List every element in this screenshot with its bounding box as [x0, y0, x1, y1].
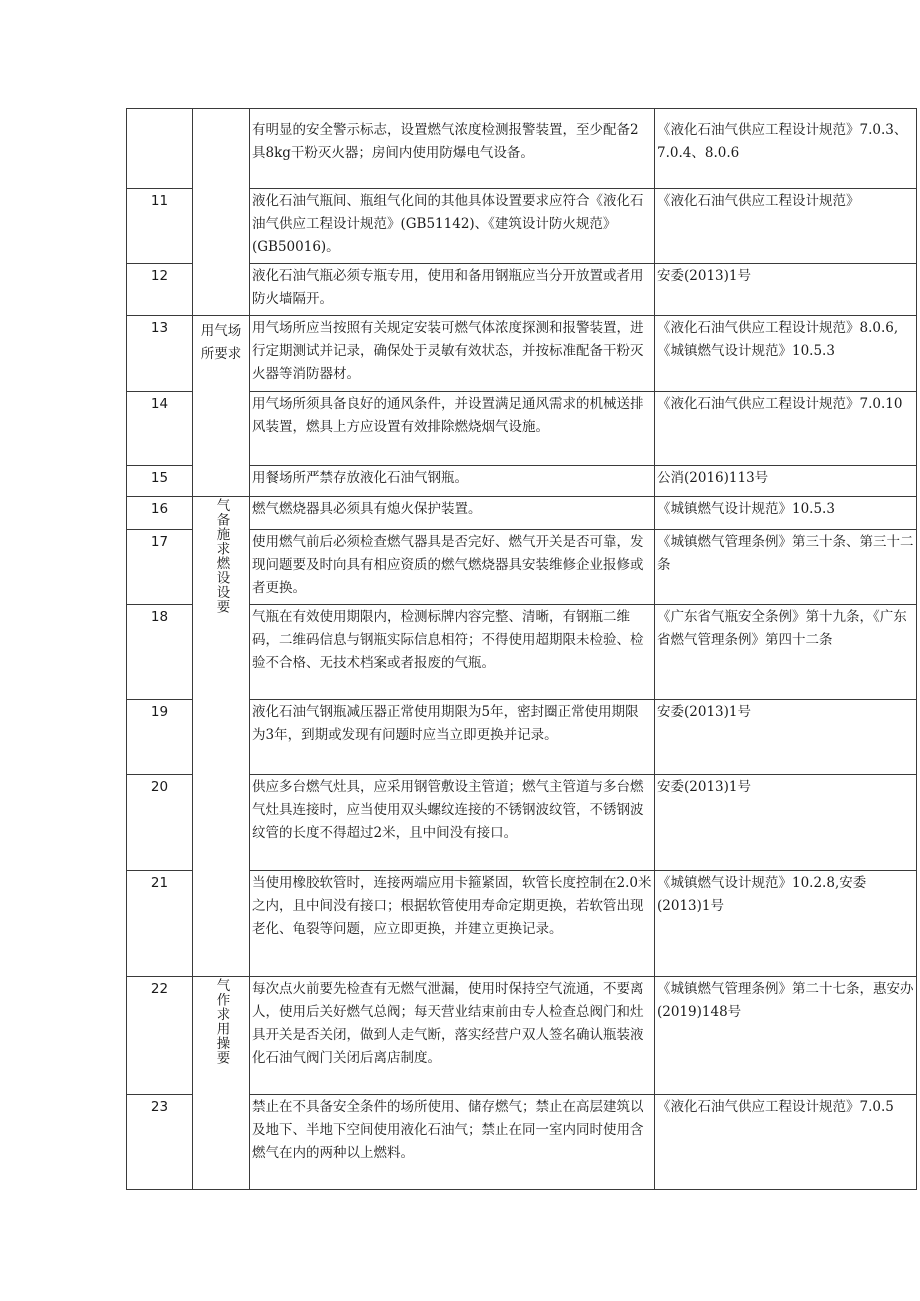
row-number: 19	[127, 700, 193, 775]
reference-text: 《城镇燃气设计规范》10.2.8,安委(2013)1号	[655, 871, 917, 977]
requirement-text: 液化石油气钢瓶减压器正常使用期限为5年，密封圈正常使用期限为3年，到期或发现有问题时应当立即更换并记录。	[250, 700, 655, 775]
reference-text: 《液化石油气供应工程设计规范》7.0.10	[655, 392, 917, 466]
category-cell-continued	[193, 109, 250, 316]
requirement-text: 液化石油气瓶必须专瓶专用，使用和备用钢瓶应当分开放置或者用防火墙隔开。	[250, 264, 655, 316]
row-number: 18	[127, 605, 193, 700]
reference-text	[655, 109, 917, 189]
table-row	[127, 316, 917, 392]
requirement-text: 用气场所须具备良好的通风条件，并设置满足通风需求的机械送排风装置，燃具上方应设置有效排除燃烧烟气设施。	[250, 392, 655, 466]
table-row	[127, 497, 917, 530]
reference-text: 《液化石油气供应工程设计规范》7.0.5	[655, 1095, 917, 1190]
reference-text: 安委(2013)1号	[655, 775, 917, 871]
reference-text: 公消(2016)113号	[655, 466, 917, 497]
category-facility-label: 气备施求燃设设要	[213, 498, 230, 614]
row-number: 12	[127, 264, 193, 316]
reference-text: 安委(2013)1号	[655, 264, 917, 316]
requirement-text: 气瓶在有效使用期限内，检测标牌内容完整、清晰，有钢瓶二维码，二维码信息与钢瓶实际信息相符；不得使用超期限未检验、检验不合格、无技术档案或者报废的气瓶。	[250, 605, 655, 700]
row-number: 11	[127, 189, 193, 264]
reference-text: 《液化石油气供应工程设计规范》	[655, 189, 917, 264]
requirement-text: 供应多台燃气灶具，应采用钢管敷设主管道；燃气主管道与多台燃气灶具连接时，应当使用双头螺纹连接的不锈钢波纹管，不锈钢波纹管的长度不得超过2米，且中间没有接口。	[250, 775, 655, 871]
requirement-text: 用气场所应当按照有关规定安装可燃气体浓度探测和报警装置，进行定期测试并记录，确保处于灵敏有效状态，并按标准配备干粉灭火器等消防器材。	[250, 316, 655, 392]
requirement-text: 每次点火前要先检查有无燃气泄漏，使用时保持空气流通，不要离人，使用后关好燃气总阀；每天营业结束前由专人检查总阀门和灶具开关是否关闭，做到人走气断，落实经营户双人签名确认瓶装液化石油气阀门关闭后离店制度。	[250, 977, 655, 1095]
row-number: 16	[127, 497, 193, 530]
category-operation-label: 气作求用操要	[213, 978, 230, 1065]
row-number: 17	[127, 530, 193, 605]
category-facility-requirements	[193, 497, 250, 977]
row-number: 22	[127, 977, 193, 1095]
requirement-text-content: 有明显的安全警示标志，设置燃气浓度检测报警装置，至少配备2具8kg干粉灭火器；房间内使用防爆电气设备。	[252, 122, 639, 161]
reference-text: 《城镇燃气管理条例》第三十条、第三十二条	[655, 530, 917, 605]
table-row	[127, 109, 917, 189]
requirement-text: 液化石油气瓶间、瓶组气化间的其他具体设置要求应符合《液化石油气供应工程设计规范》(GB51142)、《建筑设计防火规范》(GB50016)。	[250, 189, 655, 264]
table-row	[127, 977, 917, 1095]
requirement-text	[250, 109, 655, 189]
reference-text: 安委(2013)1号	[655, 700, 917, 775]
row-number: 14	[127, 392, 193, 466]
reference-text: 《液化石油气供应工程设计规范》8.0.6,《城镇燃气设计规范》10.5.3	[655, 316, 917, 392]
row-number: 15	[127, 466, 193, 497]
requirement-text: 禁止在不具备安全条件的场所使用、储存燃气；禁止在高层建筑以及地下、半地下空间使用液化石油气；禁止在同一室内同时使用含燃气在内的两种以上燃料。	[250, 1095, 655, 1190]
row-number: 13	[127, 316, 193, 392]
row-number: 20	[127, 775, 193, 871]
reference-text: 《城镇燃气管理条例》第二十七条，惠安办(2019)148号	[655, 977, 917, 1095]
category-place-requirements: 用气场所要求	[193, 316, 250, 497]
requirement-text: 用餐场所严禁存放液化石油气钢瓶。	[250, 466, 655, 497]
category-operation-requirements	[193, 977, 250, 1190]
reference-text-content: 《液化石油气供应工程设计规范》7.0.3、7.0.4、8.0.6	[657, 122, 908, 161]
row-number: 21	[127, 871, 193, 977]
requirement-text: 燃气燃烧器具必须具有熄火保护装置。	[250, 497, 655, 530]
row-number	[127, 109, 193, 189]
requirement-text: 使用燃气前后必须检查燃气器具是否完好、燃气开关是否可靠，发现问题要及时向具有相应资质的燃气燃烧器具安装维修企业报修或者更换。	[250, 530, 655, 605]
reference-text: 《广东省气瓶安全条例》第十九条，《广东省燃气管理条例》第四十二条	[655, 605, 917, 700]
row-number: 23	[127, 1095, 193, 1190]
requirement-text: 当使用橡胶软管时，连接两端应用卡箍紧固，软管长度控制在2.0米之内，且中间没有接口；根据软管使用寿命定期更换，若软管出现老化、龟裂等问题，应立即更换，并建立更换记录。	[250, 871, 655, 977]
requirements-table	[126, 108, 917, 1190]
reference-text: 《城镇燃气设计规范》10.5.3	[655, 497, 917, 530]
